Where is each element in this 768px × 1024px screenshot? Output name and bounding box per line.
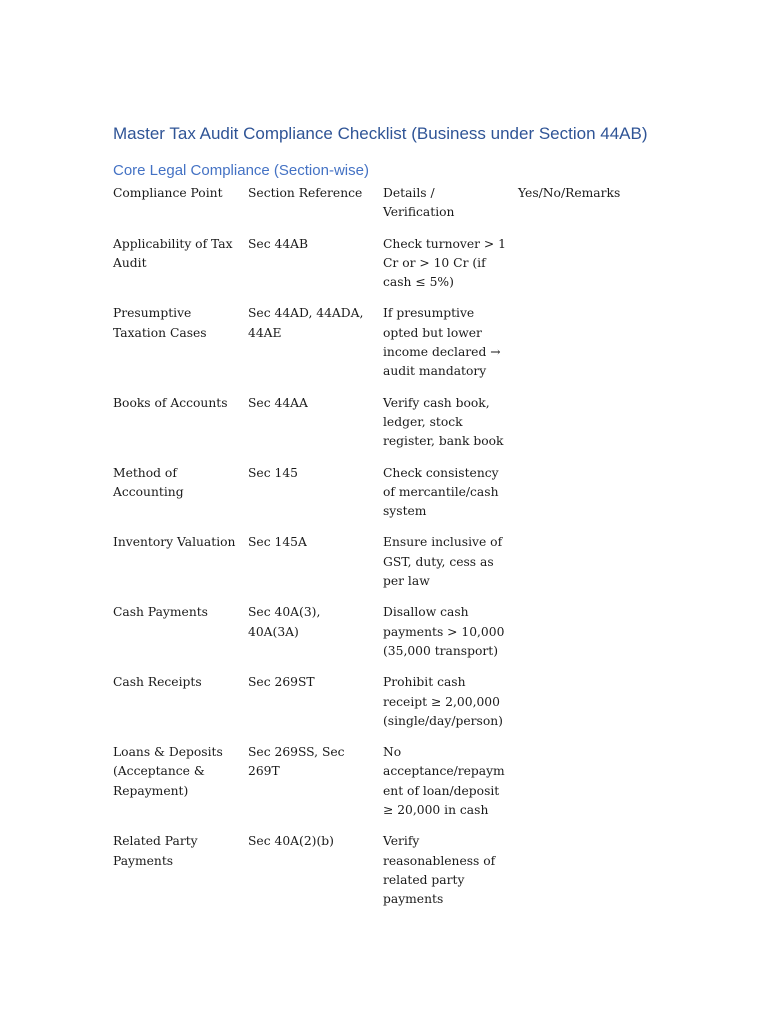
cell-section-reference: Sec 44AD, 44ADA, 44AE [248,306,364,340]
header-section-reference: Section Reference [248,186,363,200]
cell-compliance-point: Related Party Payments [113,834,198,868]
cell-section-reference: Sec 44AA [248,395,308,410]
cell-section-reference: Sec 145 [248,465,298,480]
table-row [113,673,628,743]
cell-details: Check consistency of mercantile/cash system [383,465,499,519]
cell-section-reference: Sec 269ST [248,675,315,690]
table-header [113,184,628,235]
cell-details: Verify reasonableness of related party payments [383,834,496,907]
cell-compliance-point: Presumptive Taxation Cases [113,306,207,340]
cell-compliance-point: Method of Accounting [113,465,184,499]
cell-compliance-point: Inventory Valuation [113,535,236,550]
cell-section-reference: Sec 269SS, Sec 269T [248,745,345,779]
cell-remarks [518,304,628,393]
cell-remarks [518,464,628,534]
table-row [113,743,628,832]
cell-details: Check turnover > 1 Cr or > 10 Cr (if cash ≤ 5%) [383,236,506,290]
cell-details: Disallow cash payments > 10,000 (35,000 transport) [383,605,505,658]
cell-remarks [518,673,628,743]
header-yes-no-remarks: Yes/No/Remarks [518,186,621,200]
document-title: Master Tax Audit Compliance Checklist (Business under Section 44AB) [113,124,648,143]
table-row [113,832,628,921]
table-row [113,603,628,673]
cell-section-reference: Sec 40A(3), 40A(3A) [248,605,321,639]
cell-remarks [518,394,628,464]
table-row [113,394,628,464]
cell-remarks [518,832,628,921]
header-details-verification: Details / Verification [383,186,455,220]
cell-details: Prohibit cash receipt ≥ 2,00,000 (single/day/person) [383,675,503,728]
cell-compliance-point: Applicability of Tax Audit [113,236,233,270]
cell-compliance-point: Loans & Deposits (Acceptance & Repayment) [113,745,223,798]
header-compliance-point: Compliance Point [113,186,223,200]
section-heading: Core Legal Compliance (Section-wise) [113,162,369,179]
cell-section-reference: Sec 40A(2)(b) [248,834,334,849]
table-row [113,304,628,393]
cell-details: Verify cash book, ledger, stock register, bank book [383,395,504,449]
cell-remarks [518,235,628,305]
table-row [113,235,628,305]
cell-remarks [518,603,628,673]
table-header-row [113,184,628,235]
cell-details: If presumptive opted but lower income declared → audit mandatory [383,306,501,379]
cell-compliance-point: Cash Receipts [113,675,202,690]
cell-compliance-point: Books of Accounts [113,395,228,410]
table-row [113,464,628,534]
table-body [113,235,628,922]
cell-details: Ensure inclusive of GST, duty, cess as per law [383,535,503,589]
compliance-checklist-table [113,184,628,922]
cell-details: No acceptance/repayment of loan/deposit ≥ 20,000 in cash [383,745,505,818]
cell-section-reference: Sec 145A [248,535,307,550]
cell-remarks [518,743,628,832]
cell-section-reference: Sec 44AB [248,236,309,251]
table-row [113,533,628,603]
cell-compliance-point: Cash Payments [113,605,208,620]
cell-remarks [518,533,628,603]
